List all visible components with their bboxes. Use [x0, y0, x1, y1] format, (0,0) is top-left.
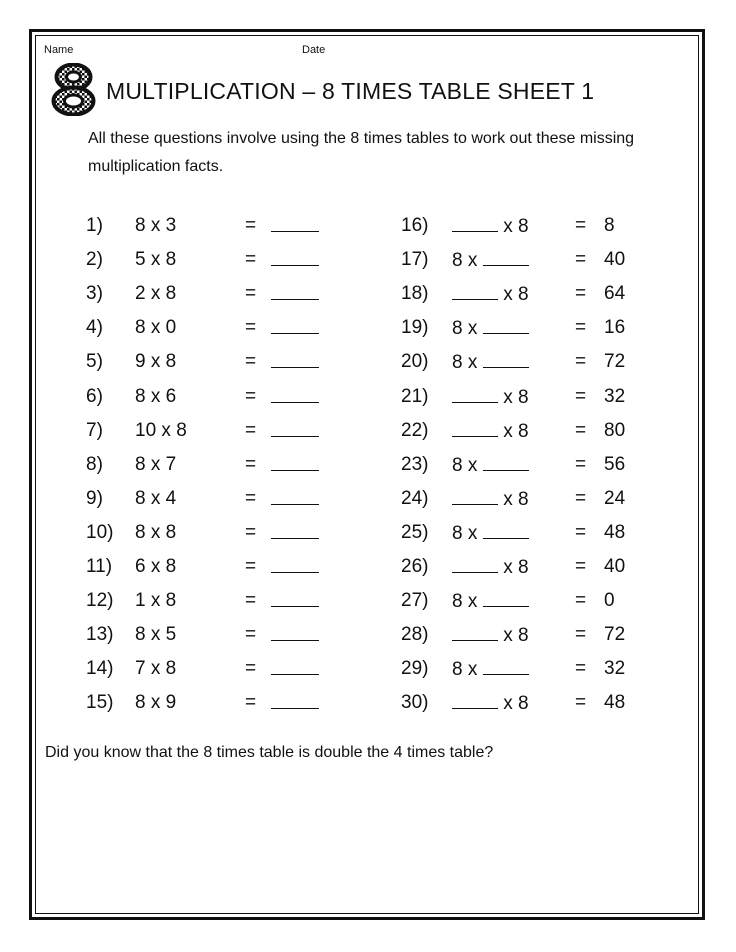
factor-text: 8 x: [452, 250, 483, 272]
product-value: 56: [604, 453, 626, 475]
answer-blank: [271, 622, 319, 648]
equals-sign: =: [245, 453, 257, 475]
answer-blank-line[interactable]: [271, 384, 319, 403]
product-value: 32: [604, 658, 626, 680]
date-label: Date: [302, 44, 326, 56]
equals-sign: =: [575, 658, 587, 680]
question-number: 21): [401, 385, 429, 407]
answer-blank: [271, 247, 319, 273]
product-value: 16: [604, 317, 626, 339]
question-expression: [452, 520, 529, 546]
factor-text: x 8: [498, 420, 529, 442]
product-value: 72: [604, 624, 626, 646]
product-value: 8: [604, 215, 615, 236]
factor-text: 8 x: [452, 318, 483, 340]
equals-sign: =: [245, 590, 257, 612]
question-number: 13): [86, 624, 114, 646]
answer-blank-line[interactable]: [271, 554, 319, 573]
equals-sign: =: [575, 453, 587, 475]
question-expression: [452, 452, 529, 478]
question-expression: 7 x 8: [135, 658, 177, 680]
question-number: 22): [401, 419, 429, 441]
factor-text: 8 x: [452, 522, 483, 544]
question-expression: [452, 554, 529, 580]
factor-text: 8 x: [452, 591, 483, 613]
answer-blank-line[interactable]: [271, 486, 319, 505]
factor-text: x 8: [498, 625, 529, 647]
missing-factor-blank[interactable]: [483, 247, 529, 266]
question-expression: [452, 247, 529, 273]
question-expression: 5 x 8: [135, 249, 177, 271]
equals-sign: =: [575, 590, 587, 612]
equals-sign: =: [245, 658, 257, 680]
question-expression: [452, 384, 529, 410]
question-expression: 8 x 6: [135, 385, 177, 407]
equals-sign: =: [245, 692, 257, 714]
question-expression: 10 x 8: [135, 419, 187, 441]
question-number: 17): [401, 249, 429, 271]
question-expression: 1 x 8: [135, 590, 177, 612]
equals-sign: =: [575, 351, 587, 373]
question-number: 29): [401, 658, 429, 680]
question-number: 30): [401, 692, 429, 714]
factor-text: x 8: [498, 488, 529, 510]
product-value: 40: [604, 249, 626, 271]
missing-factor-blank[interactable]: [483, 452, 529, 471]
missing-factor-blank[interactable]: [452, 384, 498, 403]
answer-blank-line[interactable]: [271, 349, 319, 368]
question-expression: [452, 656, 529, 682]
answer-blank-line[interactable]: [271, 315, 319, 334]
factor-text: x 8: [498, 216, 529, 237]
answer-blank: [271, 349, 319, 375]
answer-blank: [271, 213, 319, 239]
question-expression: 8 x 8: [135, 521, 177, 543]
product-value: 32: [604, 385, 626, 407]
question-number: 8): [86, 453, 103, 475]
question-number: 7): [86, 419, 103, 441]
question-number: 26): [401, 556, 429, 577]
missing-factor-blank[interactable]: [452, 622, 498, 641]
missing-factor-blank[interactable]: [452, 554, 498, 573]
answer-blank-line[interactable]: [271, 213, 319, 232]
question-number: 15): [86, 692, 114, 714]
question-expression: [452, 281, 529, 307]
product-value: 40: [604, 556, 626, 577]
equals-sign: =: [575, 556, 587, 577]
equals-sign: =: [575, 419, 587, 441]
equals-sign: =: [245, 385, 257, 407]
question-expression: [452, 486, 529, 512]
question-number: 10): [86, 521, 114, 543]
equals-sign: =: [575, 487, 587, 509]
product-value: 80: [604, 419, 626, 441]
answer-blank: [271, 656, 319, 682]
question-number: 24): [401, 487, 429, 509]
question-number: 6): [86, 385, 103, 407]
equals-sign: =: [575, 624, 587, 646]
question-number: 25): [401, 521, 429, 543]
question-expression: 6 x 8: [135, 556, 177, 577]
question-number: 12): [86, 590, 114, 612]
question-expression: 8 x 4: [135, 487, 177, 509]
question-number: 19): [401, 317, 429, 339]
question-number: 9): [86, 487, 103, 509]
answer-blank-line[interactable]: [271, 418, 319, 437]
equals-sign: =: [245, 521, 257, 543]
equals-sign: =: [245, 624, 257, 646]
equals-sign: =: [575, 215, 587, 236]
equals-sign: =: [245, 283, 257, 305]
equals-sign: =: [245, 351, 257, 373]
equals-sign: =: [575, 521, 587, 543]
question-number: 20): [401, 351, 429, 373]
footer-fact-text: Did you know that the 8 times table is double the 4 times table?: [45, 744, 494, 761]
equals-sign: =: [245, 556, 257, 577]
question-expression: [452, 315, 529, 341]
answer-blank: [271, 281, 319, 307]
missing-factor-blank[interactable]: [483, 349, 529, 368]
answer-blank: [271, 452, 319, 478]
answer-blank: [271, 486, 319, 512]
answer-blank-line[interactable]: [271, 452, 319, 471]
equals-sign: =: [245, 317, 257, 339]
question-expression: 9 x 8: [135, 351, 177, 373]
product-value: 48: [604, 692, 626, 714]
answer-blank-line[interactable]: [271, 588, 319, 607]
factor-text: 8 x: [452, 352, 483, 374]
factor-text: 8 x: [452, 454, 483, 476]
question-expression: 8 x 0: [135, 317, 177, 339]
factor-text: x 8: [498, 386, 529, 408]
answer-blank: [271, 418, 319, 444]
question-number: 28): [401, 624, 429, 646]
question-number: 23): [401, 453, 429, 475]
question-number: 27): [401, 590, 429, 612]
question-expression: [452, 588, 529, 614]
answer-blank-line[interactable]: [271, 656, 319, 675]
missing-factor-blank[interactable]: [452, 418, 498, 437]
answer-blank: [271, 690, 319, 716]
question-number: 1): [86, 215, 103, 236]
missing-factor-blank[interactable]: [452, 486, 498, 505]
missing-factor-blank[interactable]: [452, 213, 498, 232]
missing-factor-blank[interactable]: [483, 315, 529, 334]
number-eight-badge-icon: [47, 63, 100, 116]
product-value: 64: [604, 283, 626, 305]
missing-factor-blank[interactable]: [483, 656, 529, 675]
answer-blank-line[interactable]: [271, 281, 319, 300]
question-expression: 8 x 7: [135, 453, 177, 475]
question-expression: [452, 690, 529, 716]
answer-blank: [271, 315, 319, 341]
equals-sign: =: [245, 487, 257, 509]
answer-blank: [271, 384, 319, 410]
product-value: 0: [604, 590, 615, 612]
question-number: 3): [86, 283, 103, 305]
answer-blank: [271, 588, 319, 614]
equals-sign: =: [575, 317, 587, 339]
question-expression: [452, 349, 529, 375]
question-expression: 8 x 3: [135, 215, 177, 236]
question-number: 4): [86, 317, 103, 339]
question-number: 18): [401, 283, 429, 305]
question-number: 5): [86, 351, 103, 373]
answer-blank: [271, 554, 319, 580]
answer-blank-line[interactable]: [271, 622, 319, 641]
equals-sign: =: [245, 419, 257, 441]
missing-factor-blank[interactable]: [452, 281, 498, 300]
question-number: 16): [401, 215, 429, 236]
question-expression: [452, 213, 529, 239]
product-value: 72: [604, 351, 626, 373]
equals-sign: =: [575, 385, 587, 407]
equals-sign: =: [245, 249, 257, 271]
question-number: 2): [86, 249, 103, 271]
question-expression: [452, 622, 529, 648]
question-number: 11): [86, 556, 113, 577]
missing-factor-blank[interactable]: [483, 588, 529, 607]
factor-text: x 8: [498, 693, 529, 715]
factor-text: 8 x: [452, 659, 483, 681]
product-value: 48: [604, 521, 626, 543]
factor-text: x 8: [498, 284, 529, 306]
question-expression: 8 x 5: [135, 624, 177, 646]
question-number: 14): [86, 658, 114, 680]
equals-sign: =: [575, 249, 587, 271]
equals-sign: =: [575, 692, 587, 714]
missing-factor-blank[interactable]: [452, 690, 498, 709]
answer-blank: [271, 520, 319, 546]
product-value: 24: [604, 487, 626, 509]
name-label: Name: [44, 44, 74, 56]
answer-blank-line[interactable]: [271, 247, 319, 266]
equals-sign: =: [575, 283, 587, 305]
page-title: MULTIPLICATION – 8 TIMES TABLE SHEET 1: [106, 78, 595, 104]
question-expression: 8 x 9: [135, 692, 177, 714]
instructions-text: All these questions involve using the 8 times tables to work out these missing multiplication facts.: [88, 130, 635, 175]
question-expression: 2 x 8: [135, 283, 177, 305]
answer-blank-line[interactable]: [271, 520, 319, 539]
missing-factor-blank[interactable]: [483, 520, 529, 539]
equals-sign: =: [245, 215, 257, 236]
factor-text: x 8: [498, 557, 529, 578]
question-expression: [452, 418, 529, 444]
answer-blank-line[interactable]: [271, 690, 319, 709]
